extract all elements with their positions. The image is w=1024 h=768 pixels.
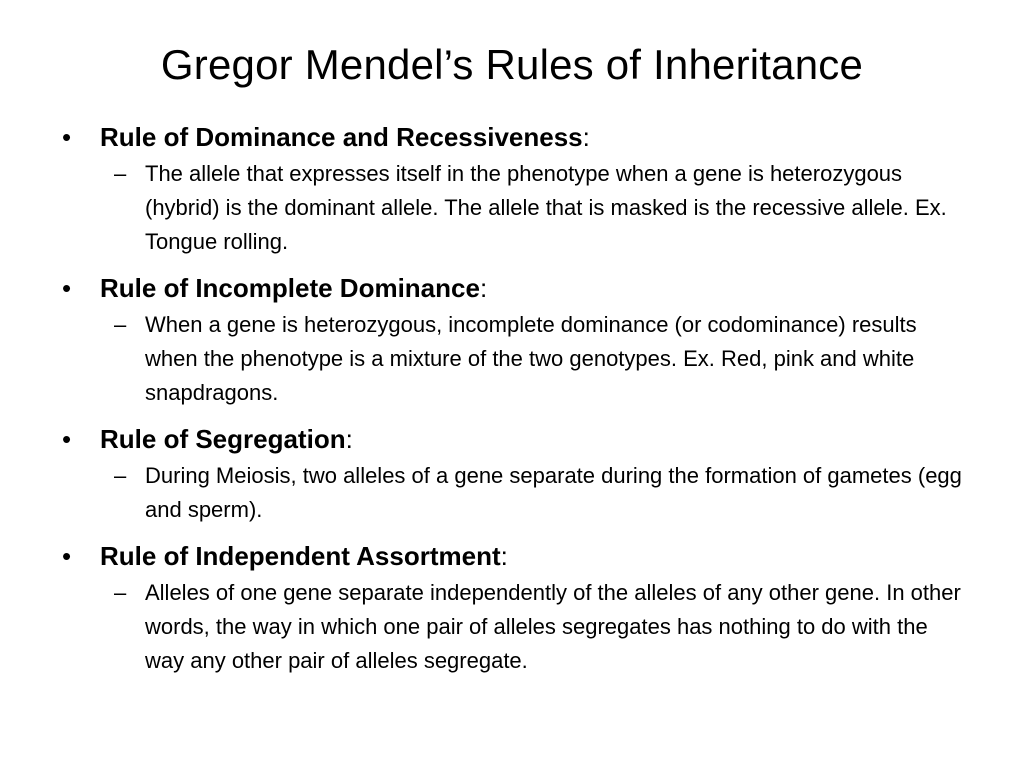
- rule-detail-text: The allele that expresses itself in the phenotype when a gene is heterozygous (hybrid) is the dominant allele. The allele that is masked is the recessive allele. Ex. Tongue rolling.: [145, 161, 947, 254]
- rule-detail: [62, 459, 972, 527]
- rule-item: [62, 422, 972, 456]
- rule-detail-text: Alleles of one gene separate independently of the alleles of any other gene. In other words, the way in which one pair of alleles segregates has nothing to do with the way any other pair of alleles segregate.: [145, 580, 961, 673]
- rule-detail: [62, 308, 972, 410]
- dash-icon: –: [114, 463, 127, 488]
- bullet-icon: •: [62, 122, 72, 152]
- rule-item: [62, 539, 972, 573]
- rule-colon: :: [582, 122, 590, 152]
- bullet-icon: •: [62, 541, 72, 571]
- rule-detail-text: When a gene is heterozygous, incomplete dominance (or codominance) results when the phenotype is a mixture of the two genotypes. Ex. Red, pink and white snapdragons.: [145, 312, 917, 405]
- bullet-icon: •: [62, 424, 72, 454]
- rule-detail: [62, 576, 972, 678]
- rule-name: Rule of Segregation: [100, 424, 346, 454]
- dash-icon: –: [114, 161, 127, 186]
- rule-name: Rule of Dominance and Recessiveness: [100, 122, 583, 152]
- rule-name: Rule of Incomplete Dominance: [100, 273, 480, 303]
- rule-item: [62, 271, 972, 305]
- dash-icon: –: [114, 312, 127, 337]
- rule-item: [62, 120, 972, 154]
- rule-detail: [62, 157, 972, 259]
- bullet-icon: •: [62, 273, 72, 303]
- rules-list: [62, 120, 972, 678]
- slide-title: Gregor Mendel’s Rules of Inheritance: [160, 41, 864, 88]
- rule-colon: :: [345, 424, 353, 454]
- rule-colon: :: [500, 541, 508, 571]
- rule-detail-text: During Meiosis, two alleles of a gene separate during the formation of gametes (egg and sperm).: [145, 463, 962, 522]
- dash-icon: –: [114, 580, 127, 605]
- rule-name: Rule of Independent Assortment: [100, 541, 501, 571]
- rule-colon: :: [479, 273, 488, 303]
